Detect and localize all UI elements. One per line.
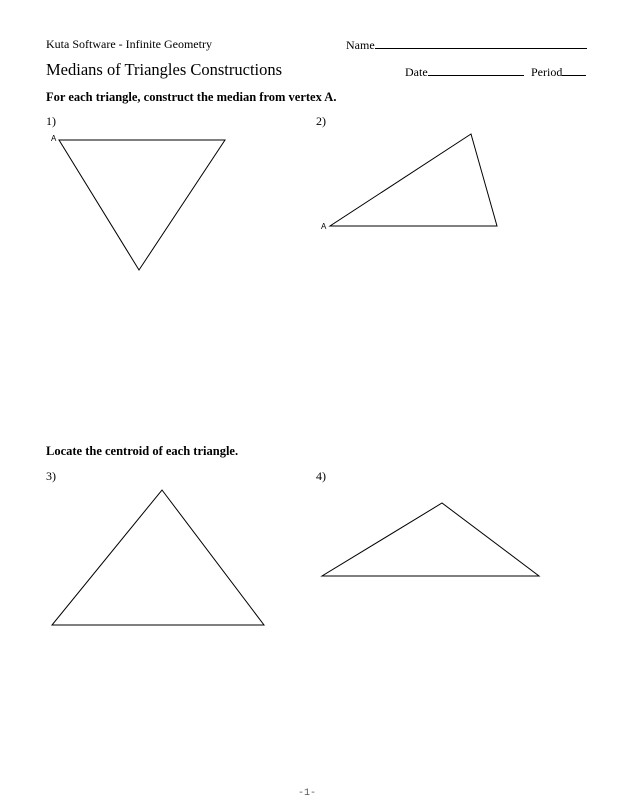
problem-number-3: 3) [46, 469, 56, 483]
page-number: -1- [298, 788, 317, 799]
date-label: Date [405, 65, 428, 79]
instruction-centroid: Locate the centroid of each triangle. [46, 444, 239, 458]
problem-number-1: 1) [46, 114, 56, 128]
worksheet-title: Medians of Triangles Constructions [46, 60, 283, 79]
vertex-label-2: A [321, 222, 327, 231]
vertex-label-1: A [51, 134, 57, 143]
instruction-medians: For each triangle, construct the median from vertex A. [46, 90, 337, 104]
triangle-1 [59, 140, 225, 270]
triangle-4 [322, 503, 539, 576]
period-label: Period [531, 65, 563, 79]
publisher-name: Kuta Software - Infinite Geometry [46, 37, 212, 51]
problem-number-2: 2) [316, 114, 326, 128]
name-label: Name [346, 38, 375, 52]
triangle-2 [330, 134, 497, 226]
triangle-3 [52, 490, 264, 625]
problem-number-4: 4) [316, 469, 326, 483]
